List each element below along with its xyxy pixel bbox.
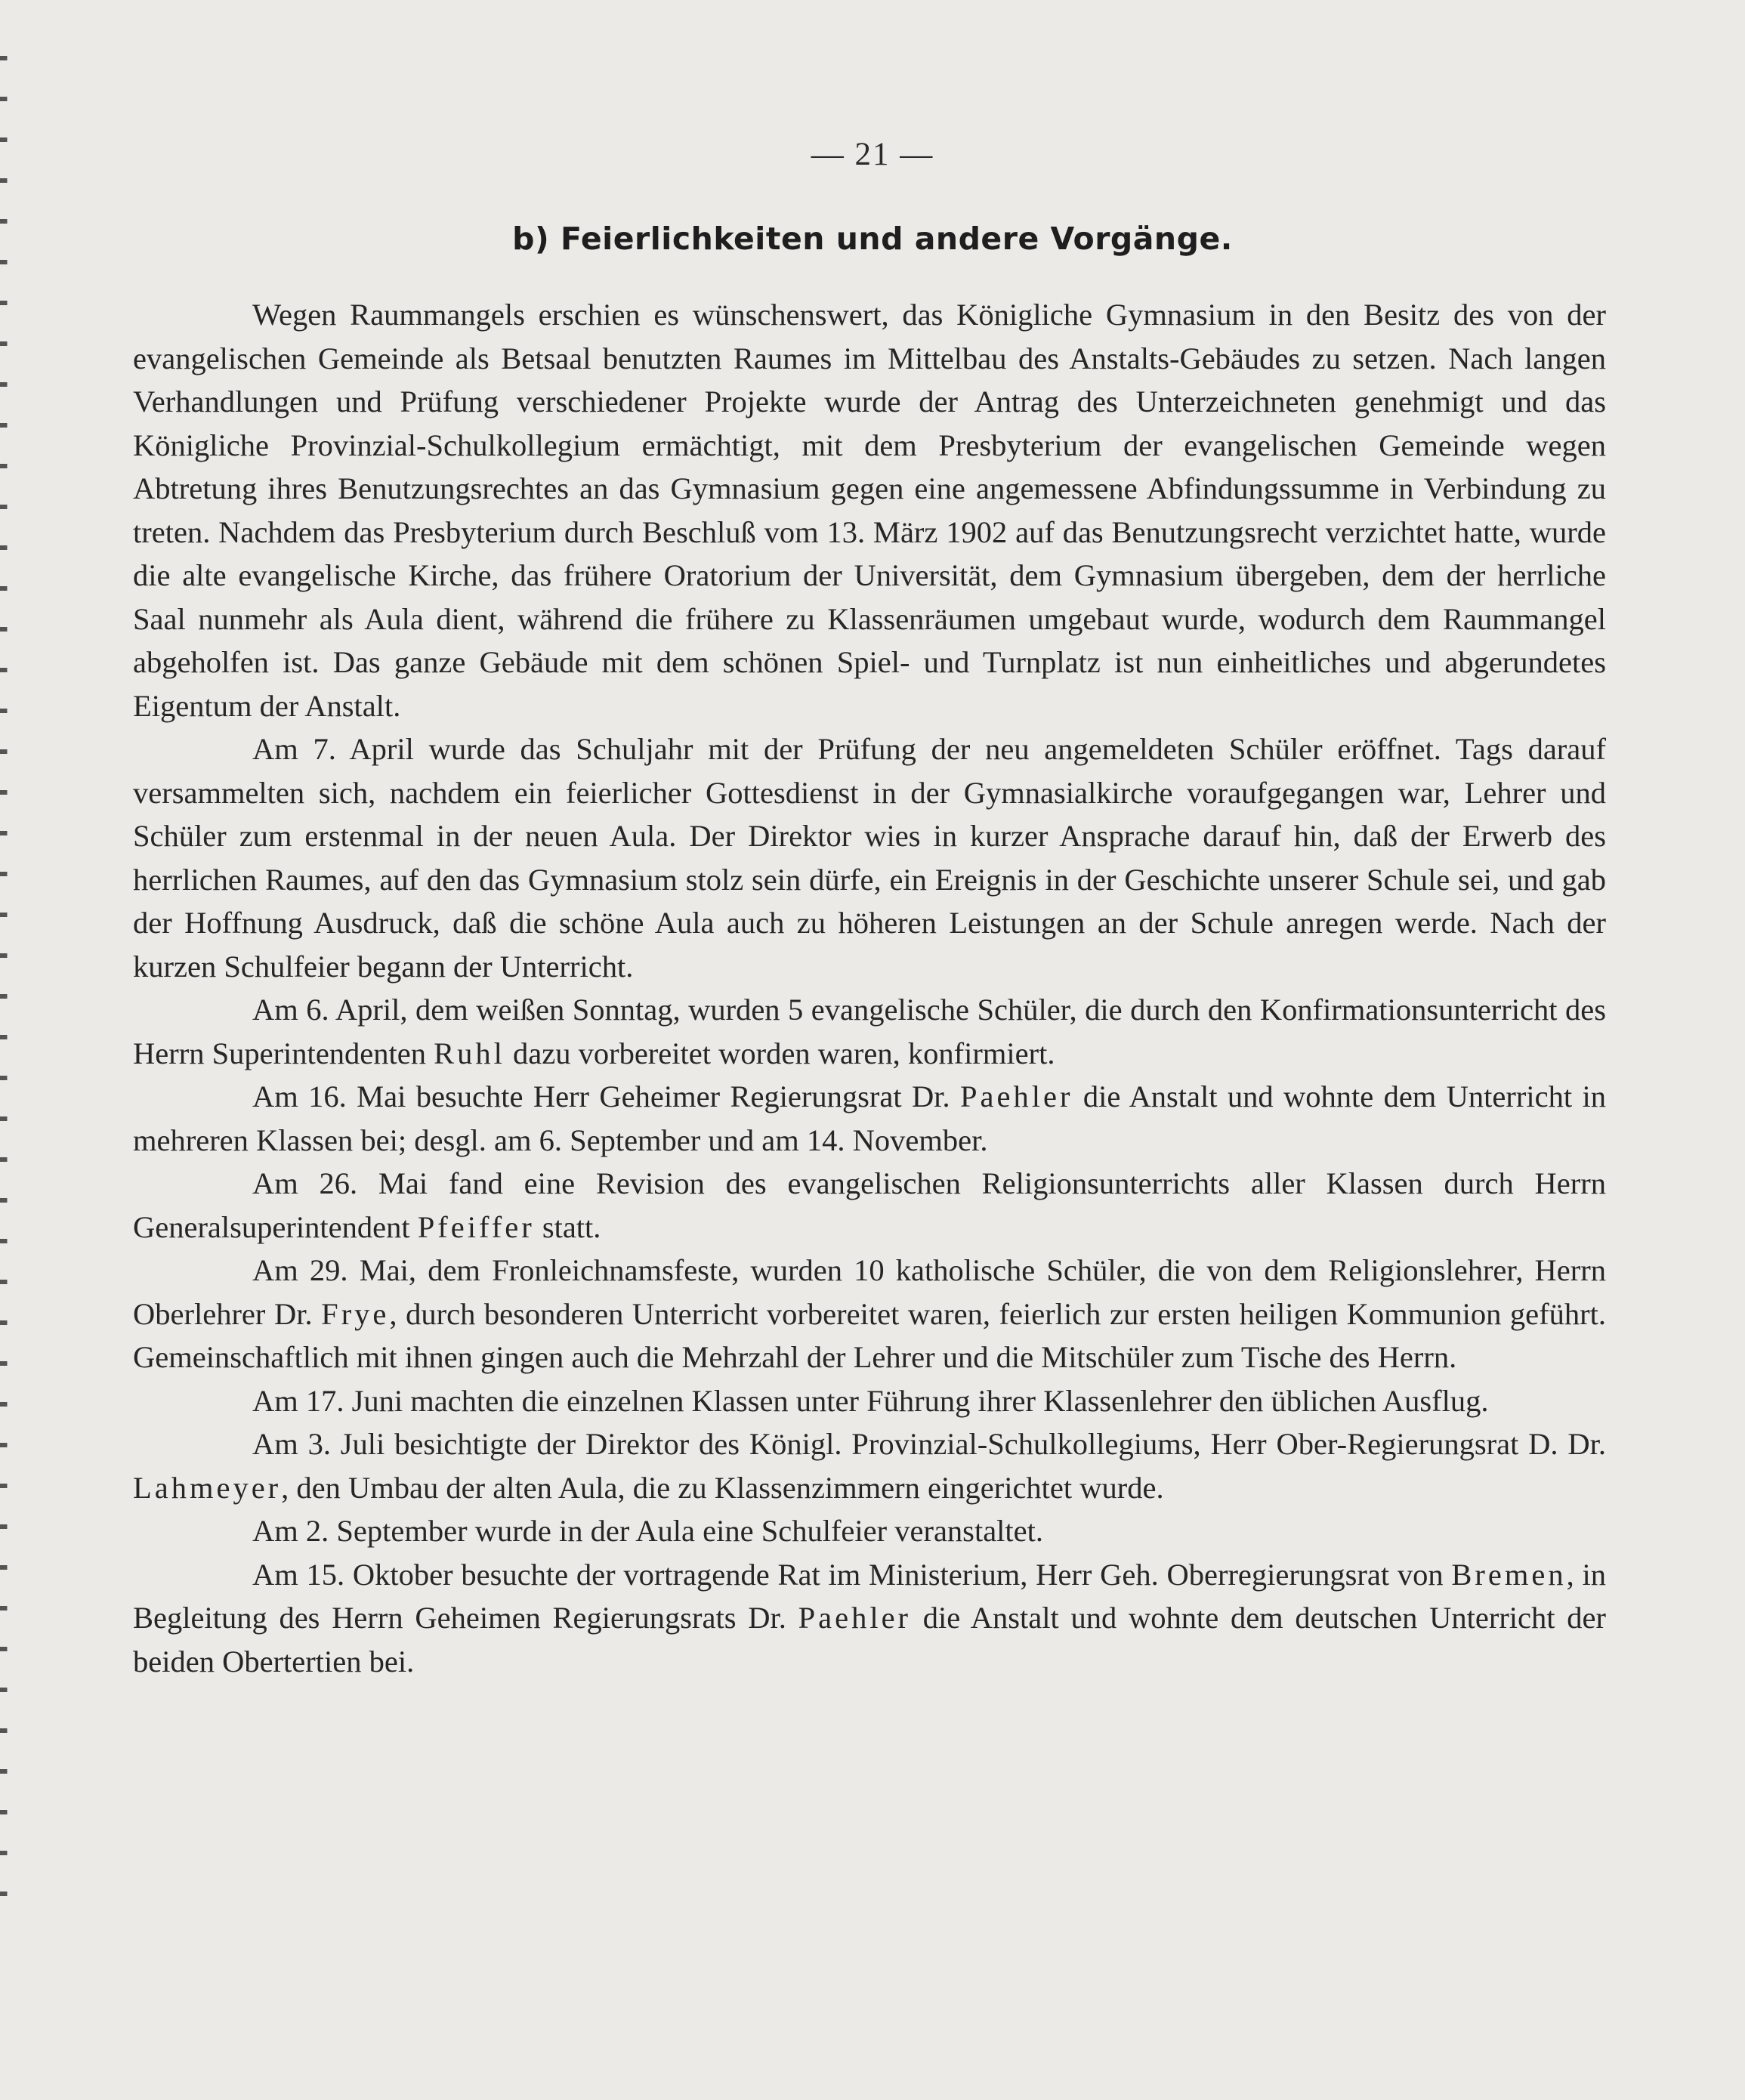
paragraph — [133, 1422, 1606, 1509]
page-number: — 21 — — [811, 137, 934, 172]
person-name: Lahmeyer — [133, 1470, 282, 1505]
person-name: Paehler — [960, 1079, 1073, 1113]
paragraph — [133, 1553, 1606, 1684]
binding-margin-marks — [0, 30, 17, 1919]
paragraph — [133, 1379, 1606, 1423]
person-name: Bremen — [1451, 1557, 1567, 1592]
paragraph-text: Am 6. April, dem weißen Sonntag, wurden 5 evangelische Schüler, die durch den Konfirmationsunterricht des Herrn Superintendenten — [133, 993, 1606, 1070]
paragraph-text: Am 3. Juli besichtigte der Direktor des Königl. Provinzial-Schulkollegiums, Herr Ober-Regierungsrat D. Dr. — [252, 1427, 1606, 1461]
paragraph-text: Am 17. Juni machten die einzelnen Klassen unter Führung ihrer Klassenlehrer den üblichen Ausflug. — [252, 1383, 1489, 1418]
paragraph-text: Am 7. April wurde das Schuljahr mit der Prüfung der neu angemeldeten Schüler eröffnet. Tags darauf versammelten sich, nachdem ein feierlicher Gottesdienst in der Gymnasialkirche voraufgegangen war, Lehrer und Schüler zum erstenmal in der neuen Aula. Der Direktor wies in kurzer Ansprache darauf hin, daß der Erwerb des herrlichen Raumes, auf den das Gymnasium stolz sein dürfe, ein Ereignis in der Geschichte unserer Schule sei, und gab der Hoffnung Ausdruck, daß die schöne Aula auch zu höheren Leistungen an der Schule anregen werde. Nach der kurzen Schulfeier begann der Unterricht. — [133, 732, 1606, 984]
person-name: Frye — [321, 1296, 390, 1331]
section-title: b) Feierlichkeiten und andere Vorgänge. — [512, 221, 1233, 257]
paragraph — [133, 1075, 1606, 1162]
paragraph-text: statt. — [534, 1209, 601, 1244]
paragraph-text: , durch besonderen Unterricht vorbereitet waren, feierlich zur ersten heiligen Kommunion geführt. Gemeinschaftlich mit ihnen gingen auch die Mehrzahl der Lehrer und die Mitschüler zum Tische des Herrn. — [133, 1296, 1607, 1374]
paragraph — [133, 727, 1606, 988]
paragraph-text: Am 29. Mai, dem Fronleichnamsfeste, wurden 10 katholische Schüler, die von dem Religionslehrer, Herrn Oberlehrer Dr. — [133, 1253, 1606, 1331]
paragraph-text: , in Begleitung des Herrn Geheimen Regierungsrats Dr. — [133, 1557, 1606, 1635]
person-name: Paehler — [798, 1601, 912, 1635]
paragraph-text: die Anstalt und wohnte dem deutschen Unterricht der beiden Obertertien bei. — [133, 1601, 1606, 1678]
paragraph — [133, 1509, 1606, 1553]
body-text — [133, 293, 1606, 1683]
paragraph — [133, 293, 1606, 727]
paragraph — [133, 1162, 1606, 1249]
paragraph-text: , den Umbau der alten Aula, die zu Klassenzimmern eingerichtet wurde. — [281, 1470, 1164, 1505]
paragraph — [133, 1249, 1606, 1379]
paragraph — [133, 988, 1606, 1075]
paragraph-text: Wegen Raummangels erschien es wünschenswert, das Königliche Gymnasium in den Besitz des von der evangelischen Gemeinde als Betsaal benutzten Raumes im Mittelbau des Anstalts-Gebäudes zu setzen. Nach langen Verhandlungen und Prüfung verschiedener Projekte wurde der Antrag des Unterzeichneten genehmigt und das Königliche Provinzial-Schulkollegium ermächtigt, mit dem Presbyterium der evangelischen Gemeinde wegen Abtretung ihres Benutzungsrechtes an das Gymnasium gegen eine angemessene Abfindungssumme in Verbindung zu treten. Nachdem das Presbyterium durch Beschluß vom 13. März 1902 auf das Benutzungsrecht verzichtet hatte, wurde die alte evangelische Kirche, das frühere Oratorium der Universität, dem Gymnasium übergeben, dem der herrliche Saal nunmehr als Aula dient, während die frühere zu Klassenräumen umgebaut wurde, wodurch dem Raummangel abgeholfen ist. Das ganze Gebäude mit dem schönen Spiel- und Turnplatz ist nun einheitliches und abgerundetes Eigentum der Anstalt. — [133, 298, 1606, 723]
paragraph-text: Am 15. Oktober besuchte der vortragende Rat im Ministerium, Herr Geh. Oberregierungsrat von — [252, 1557, 1452, 1592]
paragraph-text: dazu vorbereitet worden waren, konfirmiert. — [505, 1036, 1055, 1070]
paragraph-text: die Anstalt und wohnte dem Unterricht in mehreren Klassen bei; desgl. am 6. September und am 14. November. — [133, 1079, 1606, 1157]
person-name: Ruhl — [434, 1036, 505, 1070]
paragraph-text: Am 26. Mai fand eine Revision des evangelischen Religionsunterrichts aller Klassen durch Herrn Generalsuperintendent — [133, 1166, 1606, 1244]
paragraph-text: Am 2. September wurde in der Aula eine Schulfeier veranstaltet. — [252, 1514, 1044, 1548]
paragraph-text: Am 16. Mai besuchte Herr Geheimer Regierungsrat Dr. — [252, 1079, 961, 1113]
person-name: Pfeiffer — [417, 1209, 535, 1244]
